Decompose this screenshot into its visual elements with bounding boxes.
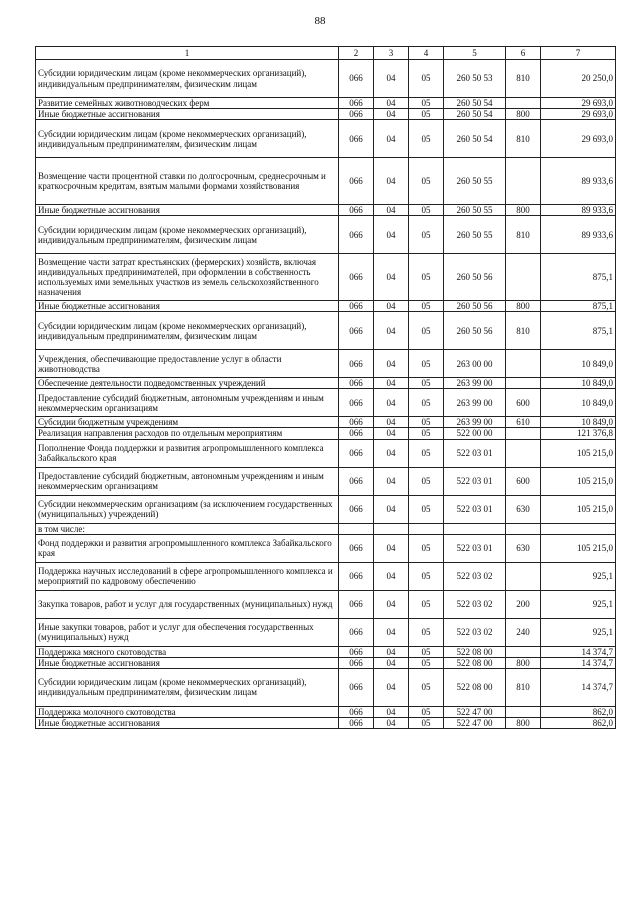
row-name-cell: Субсидии юридическим лицам (кроме некоммерческих организаций), индивидуальным предпринимателям, физическим лицам [36,216,339,254]
row-c2-cell: 066 [339,439,374,467]
table-row [36,312,616,350]
row-c6-cell: 810 [506,668,541,706]
row-c6-cell: 610 [506,417,541,428]
row-c5-cell: 260 50 54 [444,120,506,158]
row-c5-cell: 260 50 53 [444,60,506,98]
row-c5-cell: 260 50 54 [444,109,506,120]
row-c3-cell: 04 [374,205,409,216]
column-header: 7 [541,47,616,60]
row-c5-cell: 260 50 56 [444,301,506,312]
row-c6-cell: 600 [506,467,541,495]
row-c7-cell: 925,1 [541,562,616,590]
row-name-cell: Предоставление субсидий бюджетным, автономным учреждениям и иным некоммерческим организациям [36,389,339,417]
row-c3-cell: 04 [374,717,409,728]
row-c7-cell [541,523,616,534]
row-c5-cell: 522 08 00 [444,657,506,668]
row-c3-cell: 04 [374,646,409,657]
row-c2-cell: 066 [339,657,374,668]
row-c5-cell: 522 47 00 [444,717,506,728]
row-c5-cell: 522 08 00 [444,646,506,657]
row-c6-cell: 240 [506,618,541,646]
row-c6-cell [506,158,541,205]
table-row [36,378,616,389]
row-c3-cell: 04 [374,254,409,301]
row-c6-cell [506,428,541,439]
row-c7-cell: 14 374,7 [541,646,616,657]
row-c4-cell: 05 [409,120,444,158]
row-c2-cell: 066 [339,109,374,120]
row-c3-cell: 04 [374,109,409,120]
row-c4-cell: 05 [409,534,444,562]
row-c3-cell: 04 [374,389,409,417]
row-name-cell: Поддержка мясного скотоводства [36,646,339,657]
row-c7-cell: 20 250,0 [541,60,616,98]
row-c3-cell: 04 [374,60,409,98]
row-c7-cell: 29 693,0 [541,98,616,109]
row-name-cell: Развитие семейных животноводческих ферм [36,98,339,109]
row-c2-cell: 066 [339,205,374,216]
table-row [36,534,616,562]
row-c4-cell: 05 [409,590,444,618]
row-c7-cell: 105 215,0 [541,495,616,523]
table-row [36,389,616,417]
row-c6-cell: 800 [506,109,541,120]
row-c4-cell: 05 [409,109,444,120]
row-c7-cell: 10 849,0 [541,350,616,378]
row-c5-cell: 522 03 01 [444,534,506,562]
row-c6-cell: 810 [506,60,541,98]
row-c3-cell: 04 [374,562,409,590]
row-c3-cell: 04 [374,98,409,109]
row-name-cell: Реализация направления расходов по отдельным мероприятиям [36,428,339,439]
row-c3-cell [374,523,409,534]
row-c4-cell: 05 [409,389,444,417]
row-c7-cell: 121 376,8 [541,428,616,439]
row-c6-cell [506,98,541,109]
row-c7-cell: 10 849,0 [541,378,616,389]
row-c2-cell: 066 [339,717,374,728]
row-c2-cell: 066 [339,428,374,439]
table-row [36,254,616,301]
column-header: 2 [339,47,374,60]
row-c7-cell: 875,1 [541,254,616,301]
table-row [36,417,616,428]
row-c2-cell: 066 [339,216,374,254]
table-row [36,706,616,717]
row-c4-cell: 05 [409,646,444,657]
row-c5-cell: 522 08 00 [444,668,506,706]
row-c6-cell: 800 [506,301,541,312]
table-row [36,439,616,467]
row-c5-cell: 522 03 02 [444,562,506,590]
table-row [36,717,616,728]
row-name-cell: Закупка товаров, работ и услуг для государственных (муниципальных) нужд [36,590,339,618]
row-c3-cell: 04 [374,706,409,717]
row-c2-cell: 066 [339,706,374,717]
row-c2-cell: 066 [339,158,374,205]
column-header: 5 [444,47,506,60]
table-row [36,523,616,534]
row-c7-cell: 862,0 [541,706,616,717]
row-c7-cell: 105 215,0 [541,534,616,562]
row-c4-cell: 05 [409,717,444,728]
row-c4-cell: 05 [409,205,444,216]
row-name-cell: Фонд поддержки и развития агропромышленного комплекса Забайкальского края [36,534,339,562]
budget-table [35,46,616,729]
row-name-cell: Обеспечение деятельности подведомственных учреждений [36,378,339,389]
row-c5-cell: 522 03 01 [444,467,506,495]
row-name-cell: в том числе: [36,523,339,534]
row-c6-cell: 630 [506,495,541,523]
row-c7-cell: 89 933,6 [541,158,616,205]
table-row [36,562,616,590]
table-row [36,60,616,98]
row-c2-cell: 066 [339,120,374,158]
row-c6-cell: 810 [506,216,541,254]
row-c7-cell: 89 933,6 [541,205,616,216]
row-c3-cell: 04 [374,467,409,495]
row-c4-cell: 05 [409,60,444,98]
row-c7-cell: 89 933,6 [541,216,616,254]
row-c6-cell: 800 [506,205,541,216]
row-c6-cell [506,523,541,534]
row-c2-cell: 066 [339,301,374,312]
table-row [36,590,616,618]
row-c2-cell: 066 [339,668,374,706]
row-c2-cell: 066 [339,389,374,417]
row-c6-cell: 800 [506,657,541,668]
table-row [36,158,616,205]
row-c5-cell: 263 99 00 [444,417,506,428]
row-c3-cell: 04 [374,312,409,350]
row-c3-cell: 04 [374,495,409,523]
row-c2-cell: 066 [339,254,374,301]
row-c2-cell: 066 [339,98,374,109]
row-name-cell: Пополнение Фонда поддержки и развития агропромышленного комплекса Забайкальского края [36,439,339,467]
row-c4-cell: 05 [409,312,444,350]
row-name-cell: Иные бюджетные ассигнования [36,657,339,668]
row-name-cell: Субсидии бюджетным учреждениям [36,417,339,428]
row-name-cell: Иные бюджетные ассигнования [36,109,339,120]
row-c7-cell: 875,1 [541,312,616,350]
row-c7-cell: 14 374,7 [541,657,616,668]
row-c6-cell: 810 [506,312,541,350]
row-c2-cell: 066 [339,378,374,389]
table-row [36,668,616,706]
row-c2-cell: 066 [339,562,374,590]
row-c4-cell: 05 [409,467,444,495]
table-row [36,109,616,120]
row-c5-cell: 263 00 00 [444,350,506,378]
row-c7-cell: 925,1 [541,590,616,618]
row-c4-cell: 05 [409,98,444,109]
row-c2-cell: 066 [339,618,374,646]
row-c4-cell: 05 [409,618,444,646]
row-c4-cell: 05 [409,495,444,523]
row-c3-cell: 04 [374,158,409,205]
row-c2-cell: 066 [339,417,374,428]
row-c4-cell: 05 [409,350,444,378]
table-row [36,428,616,439]
row-c6-cell [506,439,541,467]
row-c3-cell: 04 [374,590,409,618]
row-c7-cell: 862,0 [541,717,616,728]
row-c4-cell: 05 [409,158,444,205]
row-name-cell: Поддержка молочного скотоводства [36,706,339,717]
row-c5-cell: 263 99 00 [444,378,506,389]
row-c2-cell: 066 [339,646,374,657]
table-row [36,301,616,312]
table-row [36,467,616,495]
row-name-cell: Иные бюджетные ассигнования [36,301,339,312]
row-c4-cell: 05 [409,254,444,301]
row-name-cell: Субсидии юридическим лицам (кроме некоммерческих организаций), индивидуальным предпринимателям, физическим лицам [36,120,339,158]
row-c4-cell: 05 [409,706,444,717]
row-c7-cell: 29 693,0 [541,120,616,158]
row-c5-cell: 260 50 55 [444,216,506,254]
row-c2-cell: 066 [339,467,374,495]
row-name-cell: Поддержка научных исследований в сфере агропромышленного комплекса и мероприятий по кадровому обеспечению [36,562,339,590]
row-c3-cell: 04 [374,216,409,254]
row-c6-cell [506,646,541,657]
column-header: 4 [409,47,444,60]
table-row [36,657,616,668]
row-c6-cell: 800 [506,717,541,728]
row-c3-cell: 04 [374,618,409,646]
row-c7-cell: 105 215,0 [541,439,616,467]
row-name-cell: Субсидии некоммерческим организациям (за исключением государственных (муниципальных) учреждений) [36,495,339,523]
row-c4-cell: 05 [409,657,444,668]
row-c3-cell: 04 [374,378,409,389]
row-c4-cell [409,523,444,534]
row-c3-cell: 04 [374,417,409,428]
row-c2-cell: 066 [339,350,374,378]
row-c4-cell: 05 [409,562,444,590]
row-c6-cell: 630 [506,534,541,562]
row-c4-cell: 05 [409,216,444,254]
row-c5-cell: 260 50 54 [444,98,506,109]
row-name-cell: Учреждения, обеспечивающие предоставление услуг в области животноводства [36,350,339,378]
row-c3-cell: 04 [374,301,409,312]
table-row [36,350,616,378]
row-c3-cell: 04 [374,428,409,439]
row-c4-cell: 05 [409,428,444,439]
row-c6-cell: 200 [506,590,541,618]
row-c5-cell: 260 50 55 [444,158,506,205]
row-c2-cell: 066 [339,495,374,523]
row-c7-cell: 10 849,0 [541,389,616,417]
table-row [36,120,616,158]
row-name-cell: Субсидии юридическим лицам (кроме некоммерческих организаций), индивидуальным предпринимателям, физическим лицам [36,668,339,706]
row-c4-cell: 05 [409,439,444,467]
row-c7-cell: 10 849,0 [541,417,616,428]
row-c3-cell: 04 [374,534,409,562]
row-c6-cell [506,350,541,378]
row-c3-cell: 04 [374,657,409,668]
row-name-cell: Возмещение части процентной ставки по долгосрочным, среднесрочным и краткосрочным кредитам, взятым малыми формами хозяйствования [36,158,339,205]
row-c2-cell: 066 [339,60,374,98]
row-c5-cell: 522 03 01 [444,495,506,523]
row-c5-cell: 522 00 00 [444,428,506,439]
column-header: 6 [506,47,541,60]
row-c3-cell: 04 [374,350,409,378]
row-c5-cell [444,523,506,534]
row-c6-cell: 600 [506,389,541,417]
table-row [36,216,616,254]
row-name-cell: Субсидии юридическим лицам (кроме некоммерческих организаций), индивидуальным предпринимателям, физическим лицам [36,60,339,98]
row-c2-cell [339,523,374,534]
row-c5-cell: 522 47 00 [444,706,506,717]
row-c7-cell: 875,1 [541,301,616,312]
row-c7-cell: 29 693,0 [541,109,616,120]
row-c2-cell: 066 [339,312,374,350]
row-c7-cell: 105 215,0 [541,467,616,495]
column-header: 1 [36,47,339,60]
row-c5-cell: 260 50 56 [444,312,506,350]
row-c6-cell [506,378,541,389]
row-c5-cell: 522 03 02 [444,618,506,646]
row-c4-cell: 05 [409,301,444,312]
row-c2-cell: 066 [339,590,374,618]
row-c4-cell: 05 [409,417,444,428]
row-name-cell: Иные бюджетные ассигнования [36,205,339,216]
row-c5-cell: 260 50 56 [444,254,506,301]
header-row [36,47,616,60]
row-name-cell: Предоставление субсидий бюджетным, автономным учреждениям и иным некоммерческим организациям [36,467,339,495]
row-c6-cell [506,706,541,717]
row-c5-cell: 260 50 55 [444,205,506,216]
page-number: 88 [314,15,326,27]
row-c7-cell: 925,1 [541,618,616,646]
row-name-cell: Иные закупки товаров, работ и услуг для обеспечения государственных (муниципальных) нужд [36,618,339,646]
row-c5-cell: 263 99 00 [444,389,506,417]
row-c5-cell: 522 03 02 [444,590,506,618]
row-name-cell: Возмещение части затрат крестьянских (фермерских) хозяйств, включая индивидуальных предпринимателей, при оформлении в собственность используемых ими земельных участков из земель сельскохозяйственного назначения [36,254,339,301]
row-c5-cell: 522 03 01 [444,439,506,467]
row-c7-cell: 14 374,7 [541,668,616,706]
row-c6-cell [506,254,541,301]
table-row [36,495,616,523]
table-row [36,98,616,109]
row-name-cell: Иные бюджетные ассигнования [36,717,339,728]
row-c3-cell: 04 [374,120,409,158]
row-c6-cell [506,562,541,590]
table-row [36,646,616,657]
row-name-cell: Субсидии юридическим лицам (кроме некоммерческих организаций), индивидуальным предпринимателям, физическим лицам [36,312,339,350]
row-c4-cell: 05 [409,378,444,389]
row-c6-cell: 810 [506,120,541,158]
table-row [36,618,616,646]
row-c3-cell: 04 [374,439,409,467]
row-c2-cell: 066 [339,534,374,562]
column-header: 3 [374,47,409,60]
row-c4-cell: 05 [409,668,444,706]
row-c3-cell: 04 [374,668,409,706]
table-row [36,205,616,216]
